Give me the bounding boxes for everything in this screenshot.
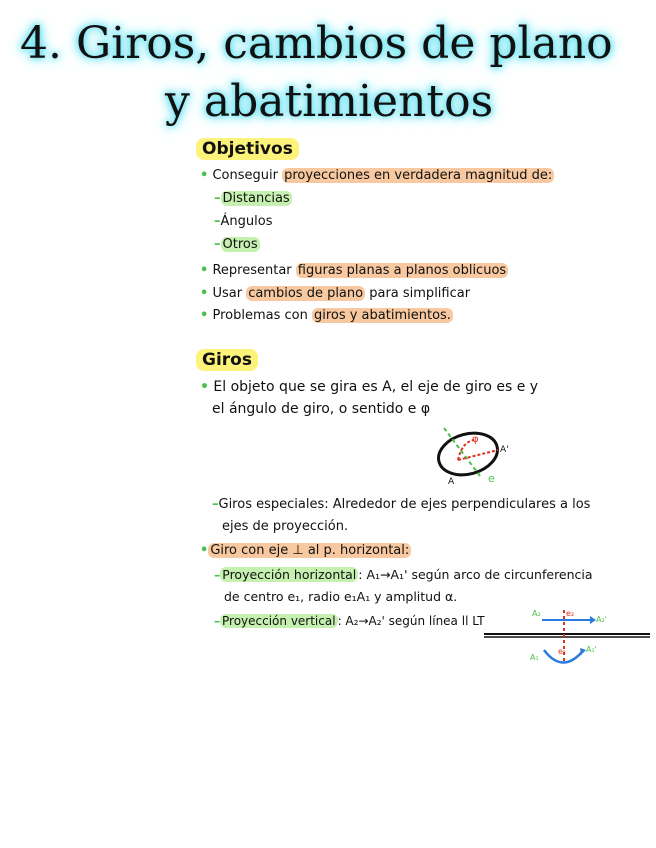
page-title-line-2: y abatimientos (165, 76, 494, 127)
page-title-line-1: 4. Giros, cambios de plano (20, 18, 613, 69)
fig2-a2p-label: A₂' (596, 615, 607, 624)
fig1-phi-label: φ (472, 434, 479, 445)
giro-horizontal-heading: • Giro con eje ⊥ al p. horizontal: (200, 543, 410, 558)
objetivo-sub-2: –Ángulos (214, 214, 273, 229)
objetivo-4: • Problemas con giros y abatimientos. (200, 308, 451, 323)
fig2-e2-label: e₂ (566, 609, 575, 618)
giros-especiales-line-1: –Giros especiales: Alrededor de ejes perpendiculares a los (212, 497, 591, 512)
giros-paragraph-line-2: el ángulo de giro, o sentido e φ (212, 401, 431, 417)
objetivo-3: • Usar cambios de plano para simplificar (200, 286, 471, 301)
bullet-icon: • (200, 168, 209, 183)
objetivo-1: • Conseguir proyecciones en verdadera magnitud de: (200, 168, 553, 183)
objetivo-sub-3: – Otros (214, 237, 258, 252)
fig1-e-label: e (488, 472, 495, 485)
fig1-a1-label: A' (500, 445, 509, 455)
giros-especiales-line-2: ejes de proyección. (222, 519, 349, 534)
giros-paragraph-line-1: • El objeto que se gira es A, el eje de giro es e y (200, 379, 539, 395)
proyeccion-horizontal-line-2: de centro e₁, radio e₁A₁ y amplitud α. (224, 589, 458, 604)
vertical-projection-diagram (482, 604, 652, 670)
rotation-diagram (428, 420, 528, 490)
objetivo-sub-1: – Distancias (214, 191, 290, 206)
giros-heading: Giros (196, 349, 258, 371)
fig2-a1-label: A₁ (530, 653, 539, 662)
proyeccion-horizontal-line-1: – Proyección horizontal : A₁→A₁' según arco de circunferencia (214, 567, 593, 582)
fig2-a2-label: A₂ (532, 609, 541, 618)
proyeccion-vertical-line: – Proyección vertical : A₂→A₂' según línea ll LT (214, 614, 485, 628)
fig2-a1p-label: A₁' (586, 645, 597, 654)
fig1-a-label: A (448, 477, 455, 487)
objetivo-2: • Representar figuras planas a planos oblicuos (200, 263, 507, 278)
fig2-e1-label: e₁ (558, 647, 567, 656)
objetivos-heading: Objetivos (196, 138, 299, 160)
